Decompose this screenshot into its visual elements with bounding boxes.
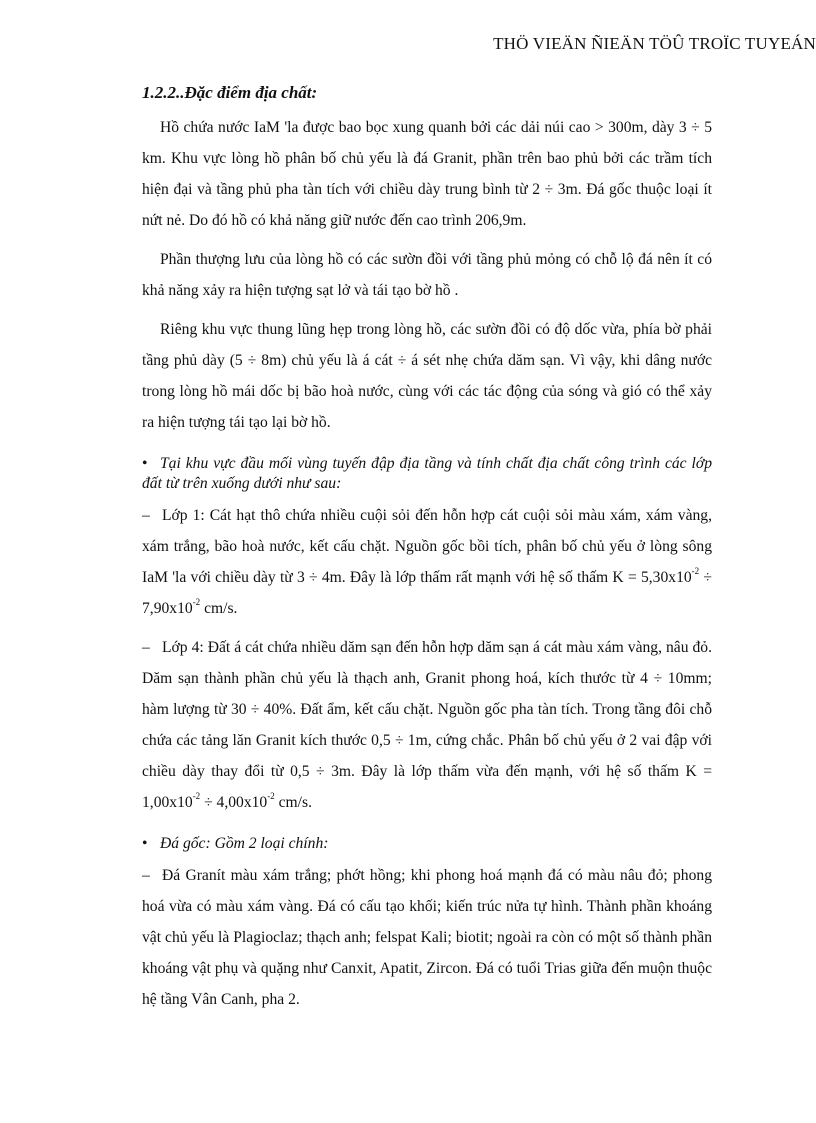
layer-1-item (142, 500, 712, 624)
layer-4-text-2: ÷ 4,00x10 (200, 794, 268, 811)
paragraph-valley: Riêng khu vực thung lũng hẹp trong lòng hồ, các sườn đồi có độ dốc vừa, phía bờ phải tầng phủ dày (5 ÷ 8m) chủ yếu là á cát ÷ á sét nhẹ chứa dăm sạn. Vì vậy, khi dâng nước trong lòng hồ mái dốc bị bão hoà nước, cùng với các tác động của sóng và gió có thể xảy ra hiện tượng tái tạo lại bờ hồ. (142, 321, 712, 431)
bullet-bedrock-text: Đá gốc: Gồm 2 loại chính: (160, 835, 329, 852)
layer-1-text: Lớp 1: Cát hạt thô chứa nhiều cuội sỏi đến hỗn hợp cát cuội sỏi màu xám, xám vàng, xám trắng, bão hoà nước, kết cấu chặt. Nguồn gốc bồi tích, phân bố chủ yếu ở lòng sông IaM 'la với chiều dày từ 3 ÷ 4m. Đây là lớp thấm rất mạnh với hệ số thấm K = 5,30x10 (142, 507, 712, 586)
exponent: -2 (192, 790, 201, 801)
running-header: THÖ VIEÄN ÑIEÄN TÖÛ TROÏC TUYEÁN (493, 34, 816, 53)
layer-1-unit: cm/s. (200, 600, 238, 617)
dash-marker: – (142, 639, 150, 656)
bullet-marker: • (142, 835, 148, 852)
layer-4-text: Lớp 4: Đất á cát chứa nhiều dăm sạn đến hỗn hợp dăm sạn á cát màu xám vàng, nâu đỏ. Dăm sạn thành phần chủ yếu là thạch anh, Granit phong hoá, kích thước từ 4 ÷ 10mm; hàm lượng từ 30 ÷ 40%. Đất ẩm, kết cấu chặt. Nguồn gốc pha tàn tích. Trong tầng đôi chỗ chứa các tảng lăn Granit kích thước 0,5 ÷ 1m, cứng chắc. Phân bố chủ yếu ở 2 vai đập với chiều dày thay đổi từ 0,5 ÷ 3m. Đây là lớp thấm vừa đến mạnh, với hệ số thấm K = 1,00x10 (142, 639, 712, 811)
bedrock-text: Đá Granít màu xám trắng; phớt hồng; khi phong hoá mạnh đá có màu nâu đỏ; phong hoá vừa có màu xám vàng. Đá có cấu tạo khối; kiến trúc nửa tự hình. Thành phần khoáng vật chủ yếu là Plagioclaz; thạch anh; felspat Kali; biotit; ngoài ra còn có một số thành phần khoáng vật phụ và quặng như Canxit, Apatit, Zircon. Đá có tuổi Trias giữa đến muộn thuộc hệ tầng Vân Canh, pha 2. (142, 867, 712, 1008)
bullet-marker: • (142, 455, 148, 472)
bedrock-item (142, 860, 712, 1015)
bullet-dam-site-text: Tại khu vực đầu mối vùng tuyến đập địa tầng và tính chất địa chất công trình các lớp đất từ trên xuống dưới như sau: (142, 455, 712, 492)
document-body (142, 82, 712, 1015)
layer-4-unit: cm/s. (274, 794, 312, 811)
dash-marker: – (142, 507, 150, 524)
layer-1-text-2: ÷ 7,90x10 (142, 569, 712, 617)
exponent: -2 (267, 790, 275, 801)
paragraph-upstream: Phần thượng lưu của lòng hồ có các sườn đồi với tầng phủ mỏng có chỗ lộ đá nên ít có khả năng xảy ra hiện tượng sạt lở và tái tạo bờ hồ . (142, 251, 712, 299)
dash-marker: – (142, 867, 150, 884)
bullet-dam-site (142, 454, 712, 494)
layer-4-item (142, 632, 712, 818)
paragraph-lake-overview: Hồ chứa nước IaM 'la được bao bọc xung quanh bởi các dải núi cao > 300m, dày 3 ÷ 5 km. Khu vực lòng hồ phân bố chủ yếu là đá Granit, phần trên bao phủ bởi các trầm tích hiện đại và tầng phủ pha tàn tích với chiều dày trung bình từ 2 ÷ 3m. Đá gốc thuộc loại ít nứt nẻ. Do đó hồ có khả năng giữ nước đến cao trình 206,9m. (142, 119, 712, 229)
bullet-bedrock (142, 834, 712, 854)
exponent: -2 (691, 565, 700, 576)
section-heading: 1.2.2..Đặc điểm địa chất: (142, 83, 318, 102)
exponent: -2 (192, 596, 201, 607)
